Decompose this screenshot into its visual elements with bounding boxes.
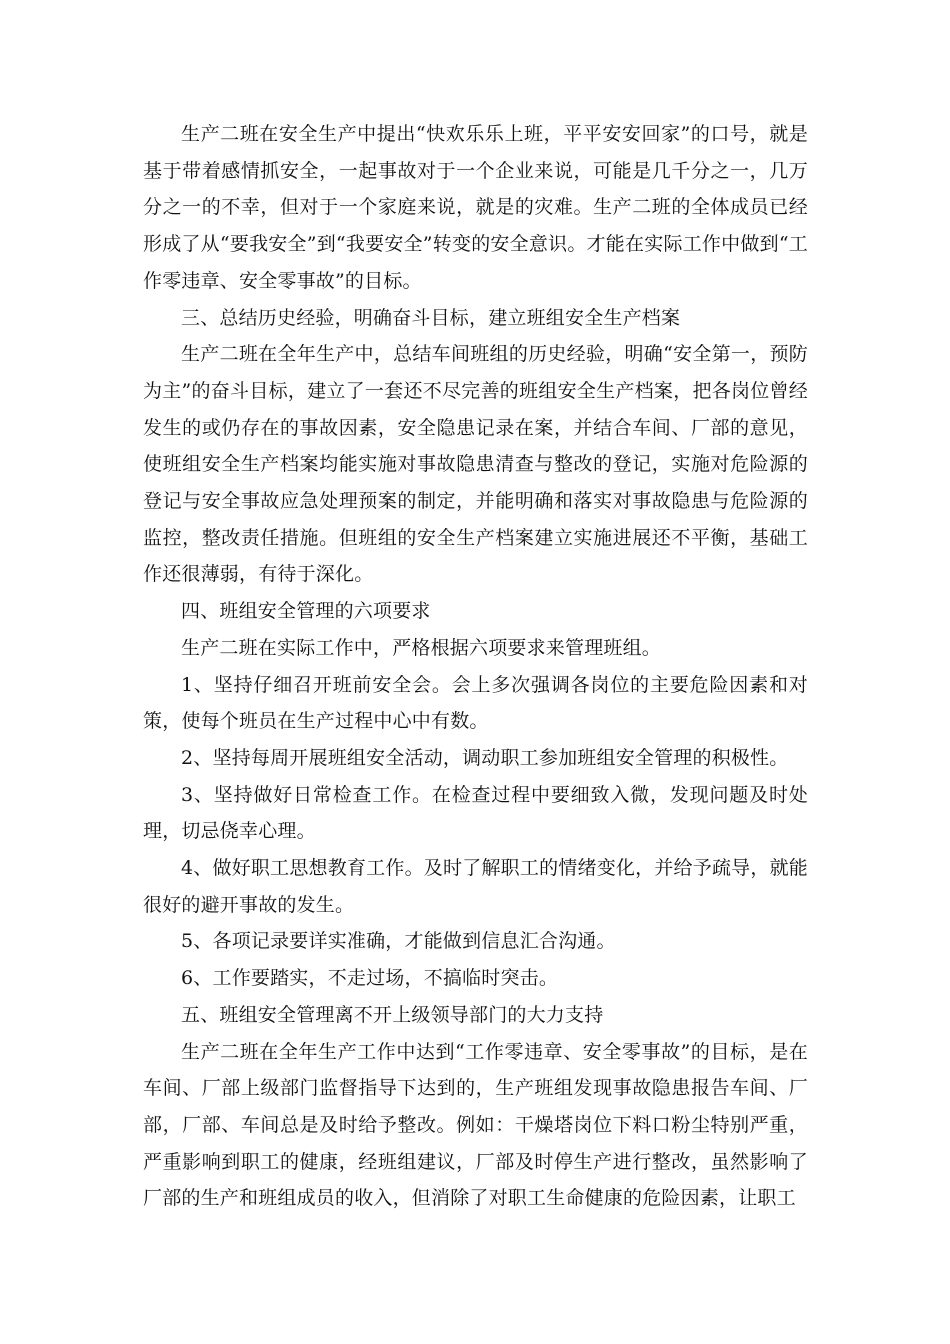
list-item-requirement-4: 4、做好职工思想教育工作。及时了解职工的情绪变化，并给予疏导，就能很好的避开事故的发生。 [143,857,808,916]
heading-section-four: 四、班组安全管理的六项要求 [181,600,431,623]
list-item-requirement-3: 3、坚持做好日常检查工作。在检查过程中要细致入微，发现问题及时处理，切忌侥幸心理。 [143,783,808,843]
list-item-requirement-1: 1、坚持仔细召开班前安全会。会上多次强调各岗位的主要危险因素和对策，使每个班员在生产过程中心中有数。 [143,673,808,733]
paragraph-six-requirements-intro: 生产二班在实际工作中，严格根据六项要求来管理班组。 [181,636,662,659]
paragraph-safety-archive: 生产二班在全年生产中，总结车间班组的历史经验，明确“安全第一，预防为主”的奋斗目标，建立了一套还不尽完善的班组安全生产档案，把各岗位曾经发生的或仍存在的事故因素，安全隐患记录在案，并结合车间、厂部的意见，使班组安全生产档案均能实施对事故隐患清查与整改的登记，实施对危险源的登记与安全事故应急处理预案的制定，并能明确和落实对事故隐患与危险源的监控，整改责任措施。但班组的安全生产档案建立实施进展还不平衡，基础工作还很薄弱，有待于深化。 [143,343,808,586]
paragraph-slogan: 生产二班在安全生产中提出“快欢乐乐上班，平平安安回家”的口号，就是基于带着感情抓安全，一起事故对于一个企业来说，可能是几千分之一，几万分之一的不幸，但对于一个家庭来说，就是的灾难。生产二班的全体成员已经形成了从“要我安全”到“我要安全”转变的安全意识。才能在实际工作中做到“工作零违章、安全零事故”的目标。 [143,123,808,292]
heading-section-three: 三、总结历史经验，明确奋斗目标，建立班组安全生产档案 [181,306,681,329]
document-body [143,116,808,1217]
list-item-requirement-6: 6、工作要踏实，不走过场，不搞临时突击。 [181,967,559,990]
heading-section-five: 五、班组安全管理离不开上级领导部门的大力支持 [181,1003,604,1026]
list-item-requirement-5: 5、各项记录要详实准确，才能做到信息汇合沟通。 [181,930,616,953]
paragraph-leadership-support: 生产二班在全年生产工作中达到“工作零违章、安全零事故”的目标，是在车间、厂部上级部门监督指导下达到的，生产班组发现事故隐患报告车间、厂部，厂部、车间总是及时给予整改。例如：干燥塔岗位下料口粉尘特别严重，严重影响到职工的健康，经班组建议，厂部及时停生产进行整改，虽然影响了厂部的生产和班组成员的收入，但消除了对职工生命健康的危险因素，让职工 [143,1040,808,1210]
list-item-requirement-2: 2、坚持每周开展班组安全活动，调动职工参加班组安全管理的积极性。 [181,746,789,769]
